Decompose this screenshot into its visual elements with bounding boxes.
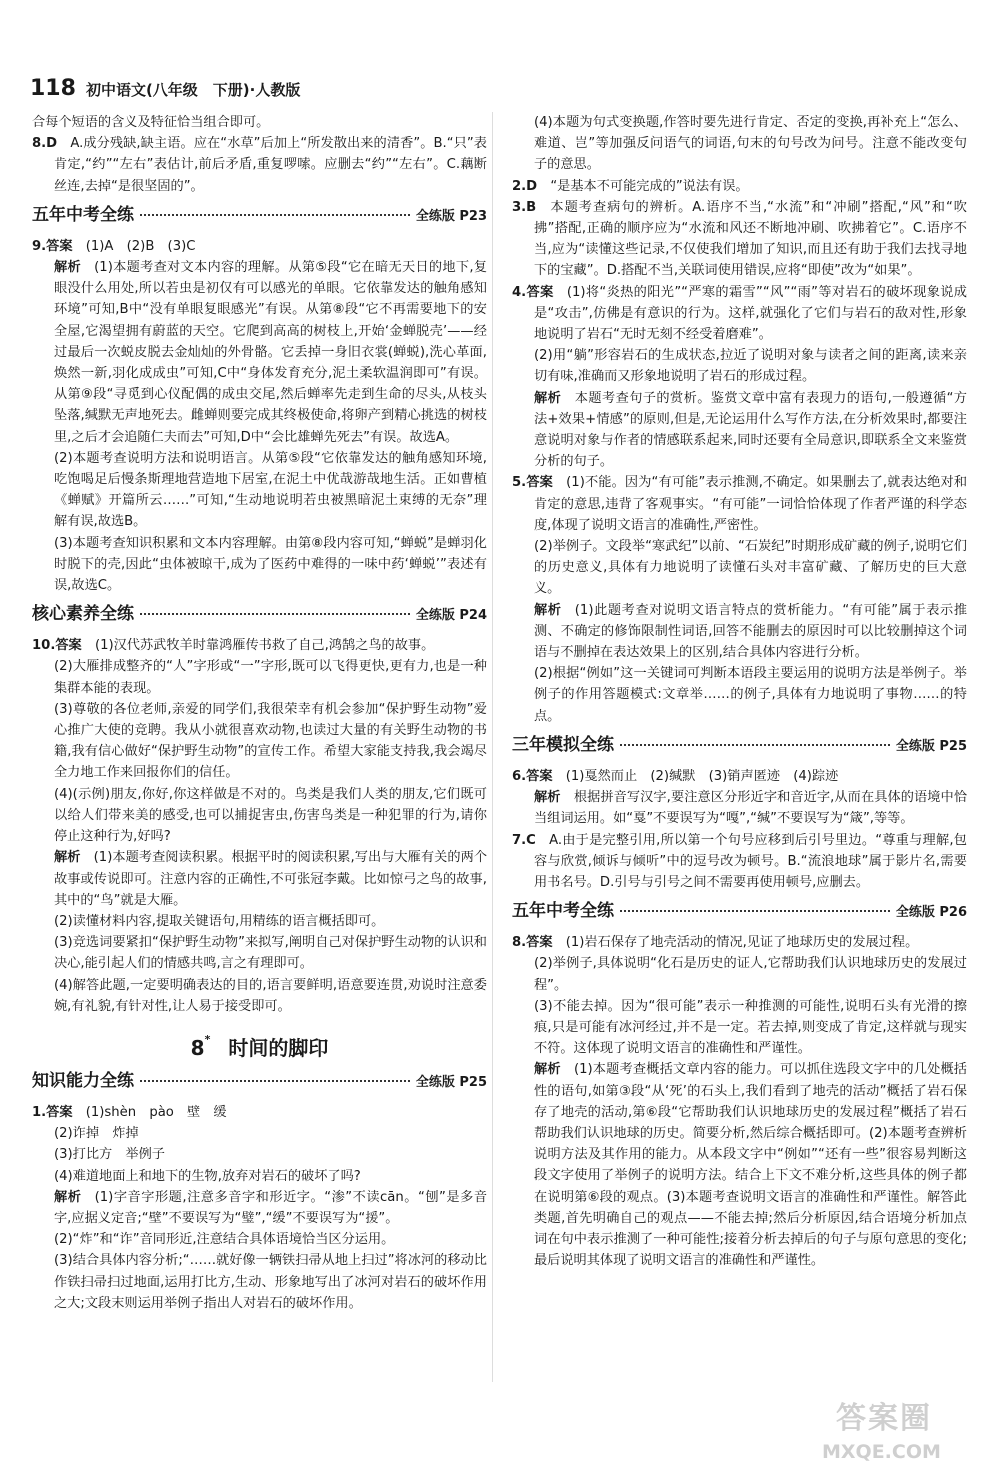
answer-paragraph: [32, 911, 487, 932]
answer-paragraph: [512, 663, 967, 727]
answer-label: 8.答案: [512, 935, 553, 951]
answer-paragraph: [32, 236, 487, 257]
watermark-logo: 答案圈: [836, 1401, 932, 1436]
answer-paragraph: [32, 699, 487, 784]
book-title: 初中语文(八年级 下册)·人教版: [85, 81, 301, 99]
answer-label: 解析: [54, 850, 81, 866]
answer-text: (3)尊敬的各位老师,亲爱的同学们,我很荣幸有机会参加“保护野生动物”爱心推广大使的竞聘。我从小就很喜欢动物,也读过大量的有关野生动物的书籍,我有信心做好“保护野生动物”的宣传工作。希望大家能支持我,我会竭尽全力地工作来回报你们的信任。: [54, 701, 487, 781]
answer-label: 解析: [534, 1062, 561, 1078]
lesson-name: 时间的脚印: [228, 1035, 329, 1060]
section-title: 知识能力全练: [32, 1070, 134, 1091]
answer-label: 解析: [534, 790, 561, 806]
answer-text: (2)举例子。文段举“寒武纪”以前、“石炭纪”时期形成矿藏的例子,说明它们的历史意义,具体有力地说明了读懂石头对丰富矿藏、了解历史的巨大意义。: [534, 539, 967, 597]
answer-label: 解析: [534, 602, 562, 618]
answer-text: (4)难道地面上和地下的生物,放弃对岩石的破坏了吗?: [54, 1168, 361, 1184]
answer-paragraph: [32, 635, 487, 656]
answer-paragraph: [512, 197, 967, 282]
answer-text: (2)根据“例如”这一关键词可判断本语段主要运用的说明方法是举例子。举例子的作用答题模式:文章举……的例子,具体有力地说明了事物……的特点。: [534, 666, 967, 724]
answer-text: 根据拼音写汉字,要注意区分形近字和音近字,从而在具体的语境中恰当组词运用。如“戛”不要误写为“嘎”,“缄”不要误写为“箴”,等等。: [534, 790, 968, 827]
answer-text: (1)此题考查对说明文语言特点的赏析能力。“有可能”属于表示推测、不确定的修饰限制性词语,回答不能删去的原因时可以比较删掉这个词语与不删掉在表达效果上的区别,结合具体内容进行分析。: [534, 602, 968, 661]
answer-label: 1.答案: [32, 1104, 73, 1120]
answer-paragraph: [512, 176, 967, 197]
answer-paragraph: [512, 282, 967, 346]
section-page-ref: 全练版 P24: [415, 608, 487, 624]
answer-text: (4)(示例)朋友,你好,你这样做是不对的。鸟类是我们人类的朋友,它们既可以给人们带来美的感受,也可以捕捉害虫,伤害鸟类是一种犯罪的行为,请你停止这种行为,好吗?: [54, 786, 487, 845]
answer-text: (4)本题为句式变换题,作答时要先进行肯定、否定的变换,再补充上“怎么、难道、岂”等加强反问语气的词语,句末的句号改为问号。注意不能改变句子的意思。: [534, 115, 967, 173]
answer-text: (1)将“炎热的阳光”“严寒的霜雪”“风”“雨”等对岩石的破坏现象说成是“攻击”,仿佛是有意识的行为。这样,就强化了它们与岩石的敌对性,形象地说明了岩石“无时无刻不经受着磨难”。: [534, 284, 967, 343]
watermark-url: MXQE.COM: [822, 1441, 941, 1463]
answer-paragraph: [32, 1166, 487, 1187]
answer-text: (2)读懂材料内容,提取关键语句,用精练的语言概括即可。: [54, 913, 385, 929]
answer-text: “是基本不可能完成的”说法有误。: [550, 178, 749, 194]
answer-paragraph: [32, 112, 487, 133]
answer-paragraph: [32, 656, 487, 698]
right-column: [512, 112, 967, 1271]
left-column: [32, 112, 487, 1314]
answer-text: (1)本题考查对文本内容的理解。从第⑤段“它在暗无天日的地下,复眼没什么用处,所以若虫是初仅有可以感光的单眼。它依靠发达的触角感知环境”可知,B中“没有单眼复眼感光”有误。从第⑧段“它不再需要地下的安全屋,它渴望拥有蔚蓝的天空。它爬到高高的树枝上,开始‘金蝉脱壳’——经过最后一次蜕皮脱去金灿灿的外骨骼。它丢掉一身旧衣裳(蝉蜕),洗心革面,焕然一新,羽化成成虫”可知,C中“身体发育充分,泥土柔软温润即可”有误。从第⑨段“寻觅到心仪配偶的成虫交尾,然后蝉率先走到生命的尽头,从枝头坠落,缄默无声地死去。雌蝉则要完成其终极使命,将卵产到精心挑选的树枝里,之后才会追随仁夫而去”可知,D中“会比雄蝉先死去”有误。故选A。: [54, 260, 488, 445]
answer-paragraph: [512, 388, 967, 473]
page-number: 118: [30, 76, 76, 101]
answer-paragraph: [512, 830, 967, 894]
answer-text: 本题考查句子的赏析。鉴赏文章中富有表现力的语句,一般遵循“方法+效果+情感”的原则,但是,无论运用什么写作方法,在分析效果时,都要注意说明对象与作者的情感联系起来,同时还要有全局意识,即联系全文来鉴赏分析的句子。: [534, 390, 967, 470]
section-page-ref: 全练版 P25: [895, 738, 967, 754]
answer-paragraph: [32, 448, 487, 533]
answer-label: 2.D: [512, 178, 538, 194]
answer-paragraph: [512, 600, 967, 664]
answer-paragraph: [512, 345, 967, 387]
answer-text: A.成分残缺,缺主语。应在“水草”后加上“所发散出来的清香”。B.“只”表肯定,“约”“左右”表估计,前后矛盾,重复啰嗦。应删去“约”“左右”。C.藕断丝连,去掉“是很坚固的”。: [54, 136, 487, 194]
answer-paragraph: [512, 112, 967, 176]
answer-paragraph: [512, 787, 967, 829]
lesson-title: [32, 1033, 487, 1063]
answer-paragraph: [512, 766, 967, 787]
answer-text: (3)竞选词要紧扣“保护野生动物”来拟写,阐明自己对保护野生动物的认识和决心,能引起人们的情感共鸣,言之有理即可。: [54, 935, 487, 972]
answer-text: (1)不能。因为“有可能”表示推测,不确定。如果删去了,就表达绝对和肯定的意思,违背了客观事实。“有可能”一词恰恰体现了作者严谨的科学态度,体现了说明文语言的准确性,严密性。: [534, 475, 968, 533]
answer-text: (1)本题考查阅读积累。根据平时的阅读积累,写出与大雁有关的两个故事或传说即可。注意内容的正确性,不可张冠李戴。比如惊弓之鸟的故事,其中的“鸟”就是大雁。: [54, 850, 488, 908]
section-leader-dots: [620, 744, 890, 746]
answer-text: A.由于是完整引用,所以第一个句号应移到后引号里边。“尊重与理解,包容与欣赏,倾诉与倾听”中的逗号改为顿号。B.“流浪地球”属于影片名,需要用书名号。D.引号与引号之间不需要再使用顿号,应删去。: [534, 832, 967, 890]
answer-text: 本题考查病句的辨析。A.语序不当,“水流”和“冲刷”搭配,“风”和“吹拂”搭配,正确的顺序应为“水流和风还不断地冲刷、吹拂着它”。C.语序不当,应为“读懂这些记录,不仅使我们增加了知识,而且还有助于我们去找寻地下的宝藏”。D.搭配不当,关联词使用错误,应将“即使”改为“如果”。: [534, 199, 967, 279]
answer-text: (2)用“躺”形容岩石的生成状态,拉近了说明对象与读者之间的距离,读来亲切有味,准确而又形象地说明了岩石的形成过程。: [534, 348, 967, 385]
lesson-star: *: [204, 1032, 211, 1046]
answer-label: 7.C: [512, 832, 536, 848]
section-title: 三年模拟全练: [512, 734, 614, 755]
answer-text: (1)岩石保存了地壳活动的情况,见证了地球历史的发展过程。: [565, 935, 919, 951]
answer-paragraph: [512, 932, 967, 953]
answer-paragraph: [512, 996, 967, 1060]
answer-paragraph: [512, 953, 967, 995]
answer-text: (1)本题考查概括文章内容的能力。可以抓住选段文字中的几处概括性的语句,如第③段“从‘死’的石头上,我们看到了地壳的活动”概括了岩石保存了地壳的活动,第⑥段“它帮助我们认识地球历史的发展过程”概括了岩石帮助我们认识地球的历史。简要分析,然后综合概括即可。(2)本题考查辨析说明方法及其作用的能力。从本段文字中“例如”“还有一些”很容易判断这段文字使用了举例子的说明方法。结合上下文不难分析,这些具体的例子都在说明第⑥段的观点。(3)本题考查说明文语言的准确性和严谨性。解答此类题,首先明确自己的观点——不能去掉;然后分析原因,结合语境分析加点词在句中表示推测了一种可能性;接着分析去掉后的句子与原句意思的变化;最后说明其体现了说明文语言的准确性和严谨性。: [534, 1062, 967, 1269]
answer-label: 8.D: [32, 136, 58, 152]
answer-text: (2)“炸”和“诈”音同形近,注意结合具体语境恰当区分运用。: [54, 1232, 395, 1248]
answer-label: 解析: [54, 260, 81, 276]
answer-paragraph: [32, 975, 487, 1017]
section-leader-dots: [140, 1080, 410, 1082]
answer-text: (3)打比方 举例子: [54, 1147, 165, 1163]
answer-text: (1)戛然而止 (2)缄默 (3)销声匿迹 (4)踪迹: [565, 768, 839, 784]
answer-text: (1)汉代苏武牧羊时靠鸿雁传书救了自己,鸿鹄之鸟的故事。: [94, 638, 435, 654]
answer-label: 解析: [54, 1189, 82, 1205]
answer-text: (2)本题考查说明方法和说明语言。从第⑤段“它依靠发达的触角感知环境,吃饱喝足后慢条斯理地营造地下居室,在泥土中优哉游哉地生活。正如曹植《蝉赋》开篇所云……”可知,“生动地说明若虫被黑暗泥土束缚的无奈”理解有误,故选B。: [54, 450, 487, 530]
answer-text: (1)字音字形题,注意多音字和形近字。“渗”不读cān。“刨”是多音字,应据义定音;“壁”不要误写为“璧”,“缓”不要误写为“援”。: [54, 1189, 488, 1226]
section-heading: [32, 1071, 487, 1097]
answer-paragraph: [32, 1144, 487, 1165]
section-heading: [32, 604, 487, 630]
answer-label: 9.答案: [32, 238, 73, 254]
section-page-ref: 全练版 P25: [415, 1074, 487, 1090]
answer-paragraph: [32, 1229, 487, 1250]
answer-label: 5.答案: [512, 475, 553, 491]
answer-paragraph: [32, 257, 487, 448]
answer-label: 10.答案: [32, 638, 82, 654]
answer-text: (4)解答此题,一定要明确表达的目的,语言要鲜明,语意要连贯,劝说时注意委婉,有礼貌,有针对性,让人易于接受即可。: [54, 977, 487, 1014]
section-heading: [32, 205, 487, 231]
section-leader-dots: [140, 613, 410, 615]
answer-paragraph: [512, 472, 967, 536]
answer-text: (1)A (2)B (3)C: [85, 238, 196, 254]
answer-paragraph: [32, 847, 487, 911]
answer-label: 6.答案: [512, 768, 553, 784]
answer-paragraph: [32, 133, 487, 197]
section-heading: [512, 901, 967, 927]
section-leader-dots: [140, 214, 410, 216]
answer-text: (3)不能去掉。因为“很可能”表示一种推测的可能性,说明石头有光滑的擦痕,只是可能有冰河经过,并不是一定。若去掉,则变成了肯定,这样就与现实不符。这体现了说明文语言的准确性和严谨性。: [534, 998, 967, 1057]
answer-text: (3)本题考查知识积累和文本内容理解。由第⑧段内容可知,“蝉蜕”是蝉羽化时脱下的壳,因此“虫体被晾干,成为了医药中难得的一味中药‘蝉蜕’”表述有误,故选C。: [54, 535, 487, 594]
answer-paragraph: [32, 1123, 487, 1144]
answer-text: (2)大雁排成整齐的“人”字形或“一”字形,既可以飞得更快,更有力,也是一种集群本能的表现。: [54, 659, 487, 696]
section-title: 五年中考全练: [512, 901, 614, 922]
answer-text: (2)诈掉 炸掉: [54, 1126, 139, 1142]
answer-paragraph: [512, 1059, 967, 1271]
section-title: 核心素养全练: [32, 604, 134, 625]
lesson-number: 8: [190, 1035, 205, 1060]
answer-paragraph: [32, 533, 487, 597]
watermark: [808, 1401, 988, 1464]
answer-paragraph: [32, 1187, 487, 1229]
answer-label: 3.B: [512, 199, 537, 215]
answer-text: (1)shèn pào 壁 缓: [85, 1104, 227, 1120]
page-header: [30, 68, 970, 102]
answer-paragraph: [32, 932, 487, 974]
section-title: 五年中考全练: [32, 204, 134, 225]
answer-label: 解析: [534, 390, 562, 406]
answer-paragraph: [32, 784, 487, 848]
answer-paragraph: [32, 1102, 487, 1123]
answer-text: 合每个短语的含义及特征恰当组合即可。: [32, 115, 270, 130]
answer-label: 4.答案: [512, 284, 554, 300]
answer-paragraph: [32, 1250, 487, 1314]
section-page-ref: 全练版 P26: [895, 905, 967, 921]
section-heading: [512, 735, 967, 761]
section-leader-dots: [620, 910, 890, 912]
answer-paragraph: [512, 536, 967, 600]
answer-text: (3)结合具体内容分析;“……就好像一辆铁扫帚从地上扫过”将冰河的移动比作铁扫帚扫过地面,运用打比方,生动、形象地写出了冰河对岩石的破坏作用之大;文段末则运用举例子指出人对岩石的破坏作用。: [54, 1253, 487, 1311]
section-page-ref: 全练版 P23: [415, 208, 487, 224]
answer-text: (2)举例子,具体说明“化石是历史的证人,它帮助我们认识地球历史的发展过程”。: [534, 956, 967, 993]
column-divider: [492, 112, 493, 1382]
